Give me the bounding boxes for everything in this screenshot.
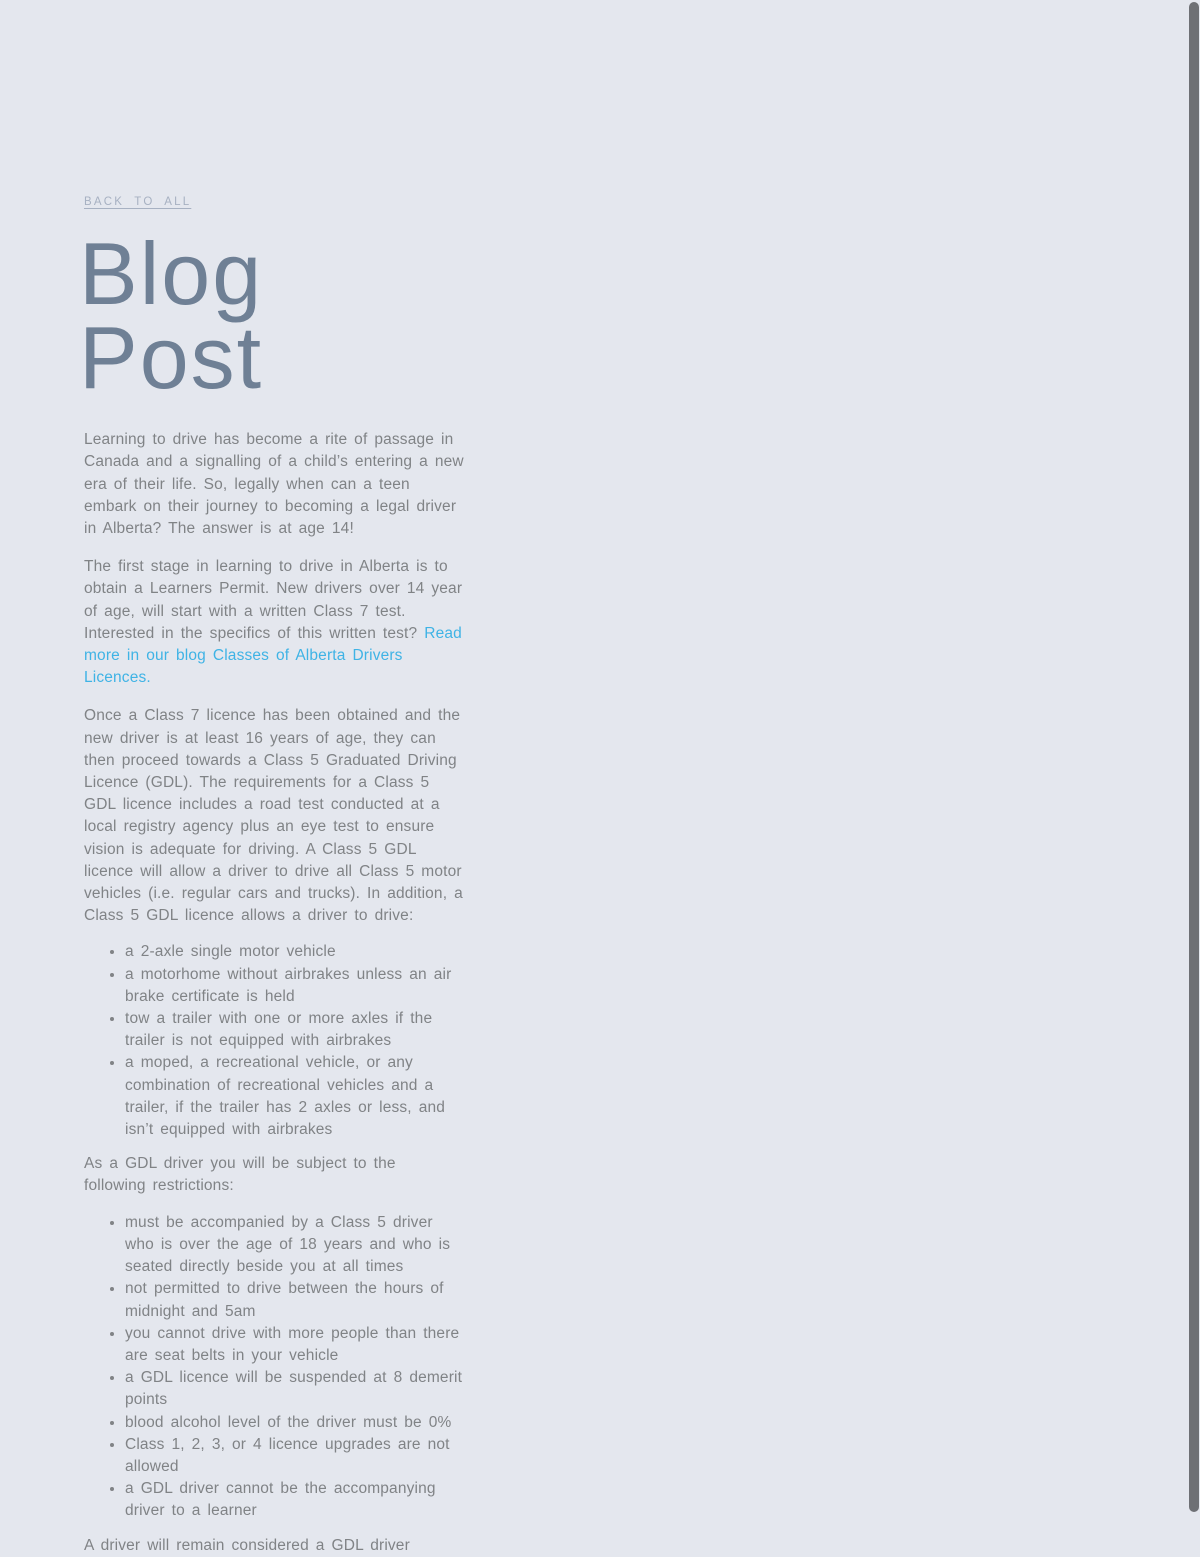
read-more-link[interactable]: Read more in our blog Classes of Alberta Drivers Licences.: [84, 624, 462, 687]
list-item: • blood alcohol level of the driver must be 0%: [125, 1412, 464, 1434]
intro-paragraph: Learning to drive has become a rite of passage in Canada and a signalling of a child’s entering a new era of their life. So, legally when can a teen embark on their journey to becoming a legal driver in Alberta? The answer is at age 14!: [84, 431, 464, 537]
list-item: • a GDL licence will be suspended at 8 demerit points: [125, 1367, 464, 1411]
list-item: • a motorhome without airbrakes unless an air brake certificate is held: [125, 964, 464, 1008]
restrictions-intro-paragraph: As a GDL driver you will be subject to the following restrictions:: [84, 1155, 396, 1195]
blog-post-page: [79, 192, 464, 1557]
list-item: • not permitted to drive between the hours of midnight and 5am: [125, 1278, 464, 1322]
gdl-remain-paragraph: A driver will remain considered a GDL driver: [84, 1536, 410, 1554]
page-title: Blog Post: [79, 224, 264, 407]
list-item: • you cannot drive with more people than there are seat belts in your vehicle: [125, 1323, 464, 1367]
back-to-all-link[interactable]: BACK TO ALL: [84, 196, 192, 208]
article-body: [84, 429, 464, 1557]
list-item: • Class 1, 2, 3, or 4 licence upgrades are not allowed: [125, 1434, 464, 1478]
scrollbar[interactable]: [1189, 2, 1199, 1512]
list-item: • a 2-axle single motor vehicle: [125, 941, 464, 963]
gdl-restrictions-list: [84, 1212, 464, 1523]
list-item: • tow a trailer with one or more axles if the trailer is not equipped with airbrakes: [125, 1008, 464, 1052]
list-item: • a moped, a recreational vehicle, or any combination of recreational vehicles and a trailer, if the trailer has 2 axles or less, and isn’t equipped with airbrakes: [125, 1052, 464, 1141]
first-stage-text: The first stage in learning to drive in Alberta is to obtain a Learners Permit. New drivers over 14 year of age, will start with a written Class 7 test. Interested in the specifics of this written test?: [84, 558, 463, 642]
list-item: • a GDL driver cannot be the accompanying driver to a learner: [125, 1478, 464, 1522]
gdl-allows-list: [84, 941, 464, 1141]
class5-gdl-paragraph: Once a Class 7 licence has been obtained and the new driver is at least 16 years of age, they can then proceed towards a Class 5 Graduated Driving Licence (GDL). The requirements for a Class 5 GDL licence includes a road test conducted at a local registry agency plus an eye test to ensure vision is adequate for driving. A Class 5 GDL licence will allow a driver to drive all Class 5 motor vehicles (i.e. regular cars and trucks). In addition, a Class 5 GDL licence allows a driver to drive:: [84, 707, 463, 925]
first-stage-paragraph: [84, 556, 464, 689]
list-item: • must be accompanied by a Class 5 driver who is over the age of 18 years and who is seated directly beside you at all times: [125, 1212, 464, 1279]
